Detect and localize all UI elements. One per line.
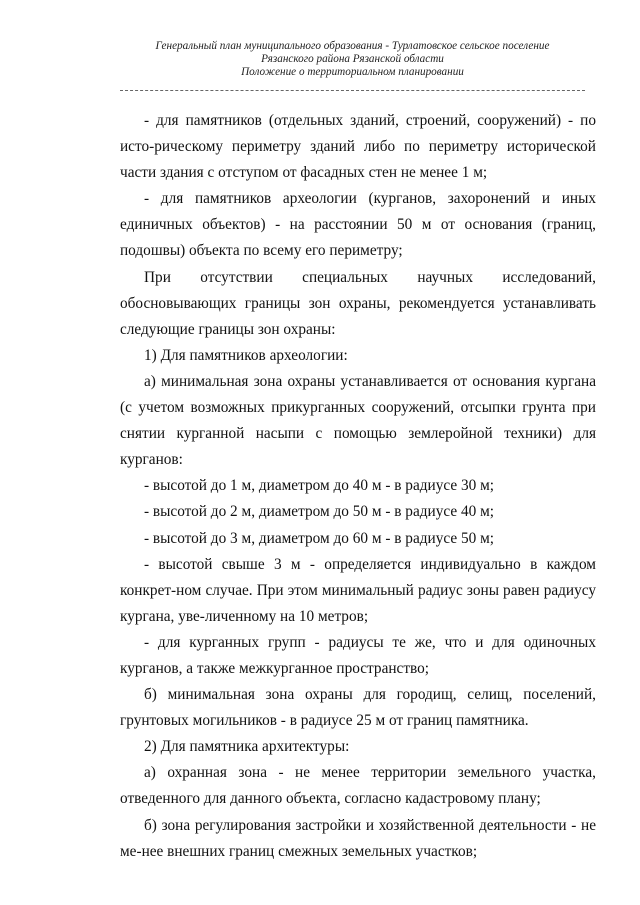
paragraph-text: б) минимальная зона охраны для городищ, селищ, поселений, грунтовых могильников - в радиусе 25 м от границ памятника. <box>120 686 596 730</box>
paragraph <box>120 734 596 760</box>
paragraph <box>120 682 596 734</box>
paragraph <box>120 186 596 264</box>
paragraph-text: - для памятников археологии (курганов, захоронений и иных единичных объектов) - на расстоянии 50 м от основания (границ, подошвы) объекта по всему его периметру; <box>120 190 596 260</box>
paragraph-text: - для курганных групп - радиусы те же, что и для одиночных курганов, а также межкурганное пространство; <box>120 633 596 677</box>
paragraph <box>120 343 596 369</box>
paragraph-text: а) минимальная зона охраны устанавливается от основания кургана (с учетом возможных прикурганных сооружений, отсыпки грунта при снятии курганной насыпи с помощью землеройной техники) для курганов: <box>120 372 596 469</box>
paragraph-text: - высотой до 3 м, диаметром до 60 м - в радиусе 50 м; <box>144 529 495 547</box>
paragraph <box>120 552 596 630</box>
document-body <box>120 108 596 865</box>
paragraph-text: - для памятников (отдельных зданий, строений, сооружений) - по исто-рическому периметру зданий либо по периметру исторической части здания с отступом от фасадных стен не менее 1 м; <box>120 112 596 182</box>
header-line-1: Генеральный план муниципального образования - Турлатовское сельское поселение <box>155 40 550 52</box>
paragraph <box>120 473 596 499</box>
paragraph <box>120 265 596 343</box>
paragraph <box>120 630 596 682</box>
paragraph <box>120 108 596 186</box>
paragraph <box>120 369 596 473</box>
paragraph-text: - высотой свыше 3 м - определяется индивидуально в каждом конкрет-ном случае. При этом минимальный радиус зоны равен радиусу кургана, уве-личенному на 10 метров; <box>120 555 596 625</box>
paragraph-text: - высотой до 1 м, диаметром до 40 м - в радиусе 30 м; <box>144 477 495 495</box>
paragraph-text: а) охранная зона - не менее территории земельного участка, отведенного для данного объекта, согласно кадастровому плану; <box>120 764 596 808</box>
header-line-2: Рязанского района Рязанской области <box>261 53 444 65</box>
paragraph-text: 1) Для памятников археологии: <box>144 346 348 364</box>
paragraph <box>120 813 596 865</box>
paragraph <box>120 499 596 525</box>
paragraph-text: - высотой до 2 м, диаметром до 50 м - в радиусе 40 м; <box>144 503 495 521</box>
paragraph <box>120 526 596 552</box>
header-line-3: Положение о территориальном планировании <box>241 66 464 78</box>
paragraph-text: При отсутствии специальных научных исследований, обосновывающих границы зон охраны, рекомендуется устанавливать следующие границы зон охраны: <box>120 268 596 338</box>
paragraph-text: 2) Для памятника архитектуры: <box>144 738 350 756</box>
paragraph-text: б) зона регулирования застройки и хозяйственной деятельности - не ме-нее внешних границ смежных земельных участков; <box>120 816 596 860</box>
paragraph <box>120 760 596 812</box>
header-divider <box>120 90 585 91</box>
running-header <box>120 40 585 79</box>
